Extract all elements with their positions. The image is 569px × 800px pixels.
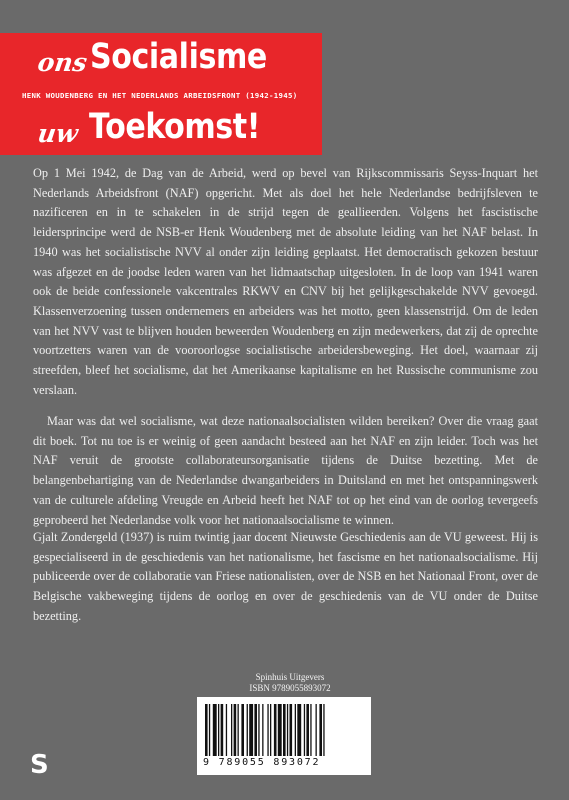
book-subtitle: HENK WOUDENBERG EN HET NEDERLANDS ARBEIDSFRONT (1942-1945) (22, 91, 298, 100)
barcode-bar (295, 704, 296, 756)
barcode-bar (213, 704, 217, 756)
paragraph-text: Op 1 Mei 1942, de Dag van de Arbeid, werd op bevel van Rijkscommissaris Seyss-Inquart het Nederlands Arbeidsfront (NAF) opgericht. Met als doel het hele Nederlandse bedrijfsleven te nazificeren en in te schakelen in de strijd tegen de geallieerden. Volgens het fascistische leidersprincipe werd de NSB-er Henk Woudenberg met de absolute leiding van het NAF belast. In 1940 was het socialistische NVV al onder zijn leiding geplaatst. Het democratisch gekozen bestuur was afgezet en de joodse leden waren van het lidmaatschap uitgesloten. In de loop van 1941 waren ook de beide confessionele vakcentrales RKWV en CNV bij het gelijkgeschakelde NVV gevoegd. Klassenverzoening tussen ondernemers en arbeiders was het motto, geen klassenstrijd. Om de leden van het NVV vast te blijven houden beweerden Woudenberg en zijn medewerkers, dat zij de oprechte voortzetters waren van de vooroorlogse socialistische arbeidersbeweging. Het doel, waarnaar zij streefden, bleef het socialisme, dat het Amerikaanse kapitalisme en het Russische communisme zou verslaan. (33, 166, 538, 397)
barcode-bar (258, 704, 259, 756)
paragraph-text: Gjalt Zondergeld (1937) is ruim twintig jaar docent Nieuwste Geschiedenis aan de VU geweest. Hij is gespecialiseerd in de geschiedenis van het nationalisme, het fascisme en het nationaalsocialisme. Hij publiceerde over de collaboratie van Friese nationalisten, over de NSB en het Nationaal Front, over de Belgische vakbeweging tijdens de oorlog en over de geschiedenis van de VU onder de Duitse bezetting. (33, 530, 538, 623)
barcode-bar (287, 704, 288, 756)
barcode-bar (278, 704, 282, 756)
title-toekomst: Toekomst! (89, 107, 261, 147)
barcode-bar (283, 704, 286, 756)
barcode-bars (205, 704, 363, 756)
title-banner (0, 33, 322, 155)
barcode-bar (205, 704, 208, 756)
barcode-digits: 9 789055 893072 (203, 757, 321, 768)
barcode-bar (319, 704, 322, 756)
isbn-text: ISBN 9789055893072 (249, 683, 331, 693)
barcode-bar (306, 704, 309, 756)
barcode-bar (310, 704, 311, 756)
barcode-bar (234, 704, 237, 756)
barcode-bar (297, 704, 301, 756)
barcode-bar (274, 704, 277, 756)
publisher-logo-icon (30, 750, 49, 780)
publisher-name: Spinhuis Uitgevers (255, 672, 325, 682)
publisher-info (240, 672, 340, 694)
logo-glyph: S (30, 750, 49, 780)
barcode-bar (241, 704, 244, 756)
barcode-bar (262, 704, 263, 756)
paragraph-text: Maar was dat wel socialisme, wat deze nationaalsocialisten wilden bereiken? Over die vraag gaat dit boek. Tot nu toe is er weinig of geen aandacht besteed aan het NAF en zijn leider. Toch was het NAF veruit de grootste collaborateursorganisatie tijdens de Duitse bezetting. Met de belangenbehartiging van de Nederlandse dwangarbeiders in Duitsland en met het ontspanningswerk van de culturele afdeling Vreugde en Arbeid heeft het NAF tot op het eind van de oorlog tevergeefs geprobeerd het Nederlandse volk voor het nationaalsocialisme te winnen. (33, 414, 538, 527)
barcode-bar (238, 704, 239, 756)
barcode-bar (221, 704, 224, 756)
barcode-bar (270, 704, 271, 756)
title-socialisme: Socialisme (90, 37, 267, 77)
blurb-paragraph-2 (33, 412, 538, 530)
barcode-bar (218, 704, 219, 756)
barcode-bar (231, 704, 232, 756)
barcode-bar (247, 704, 248, 756)
barcode-bar (209, 704, 210, 756)
barcode-bar (290, 704, 293, 756)
barcode-bar (249, 704, 253, 756)
title-script-uw: uw (35, 119, 80, 148)
title-script-ons: ons (35, 48, 89, 77)
barcode-bar (226, 704, 227, 756)
barcode-bar (323, 704, 324, 756)
barcode-bar (304, 704, 305, 756)
author-bio (33, 528, 538, 627)
blurb-paragraph-1 (33, 164, 538, 400)
barcode-bar (316, 704, 317, 756)
barcode-bar (254, 704, 257, 756)
barcode-bar (267, 704, 268, 756)
barcode (197, 697, 371, 775)
